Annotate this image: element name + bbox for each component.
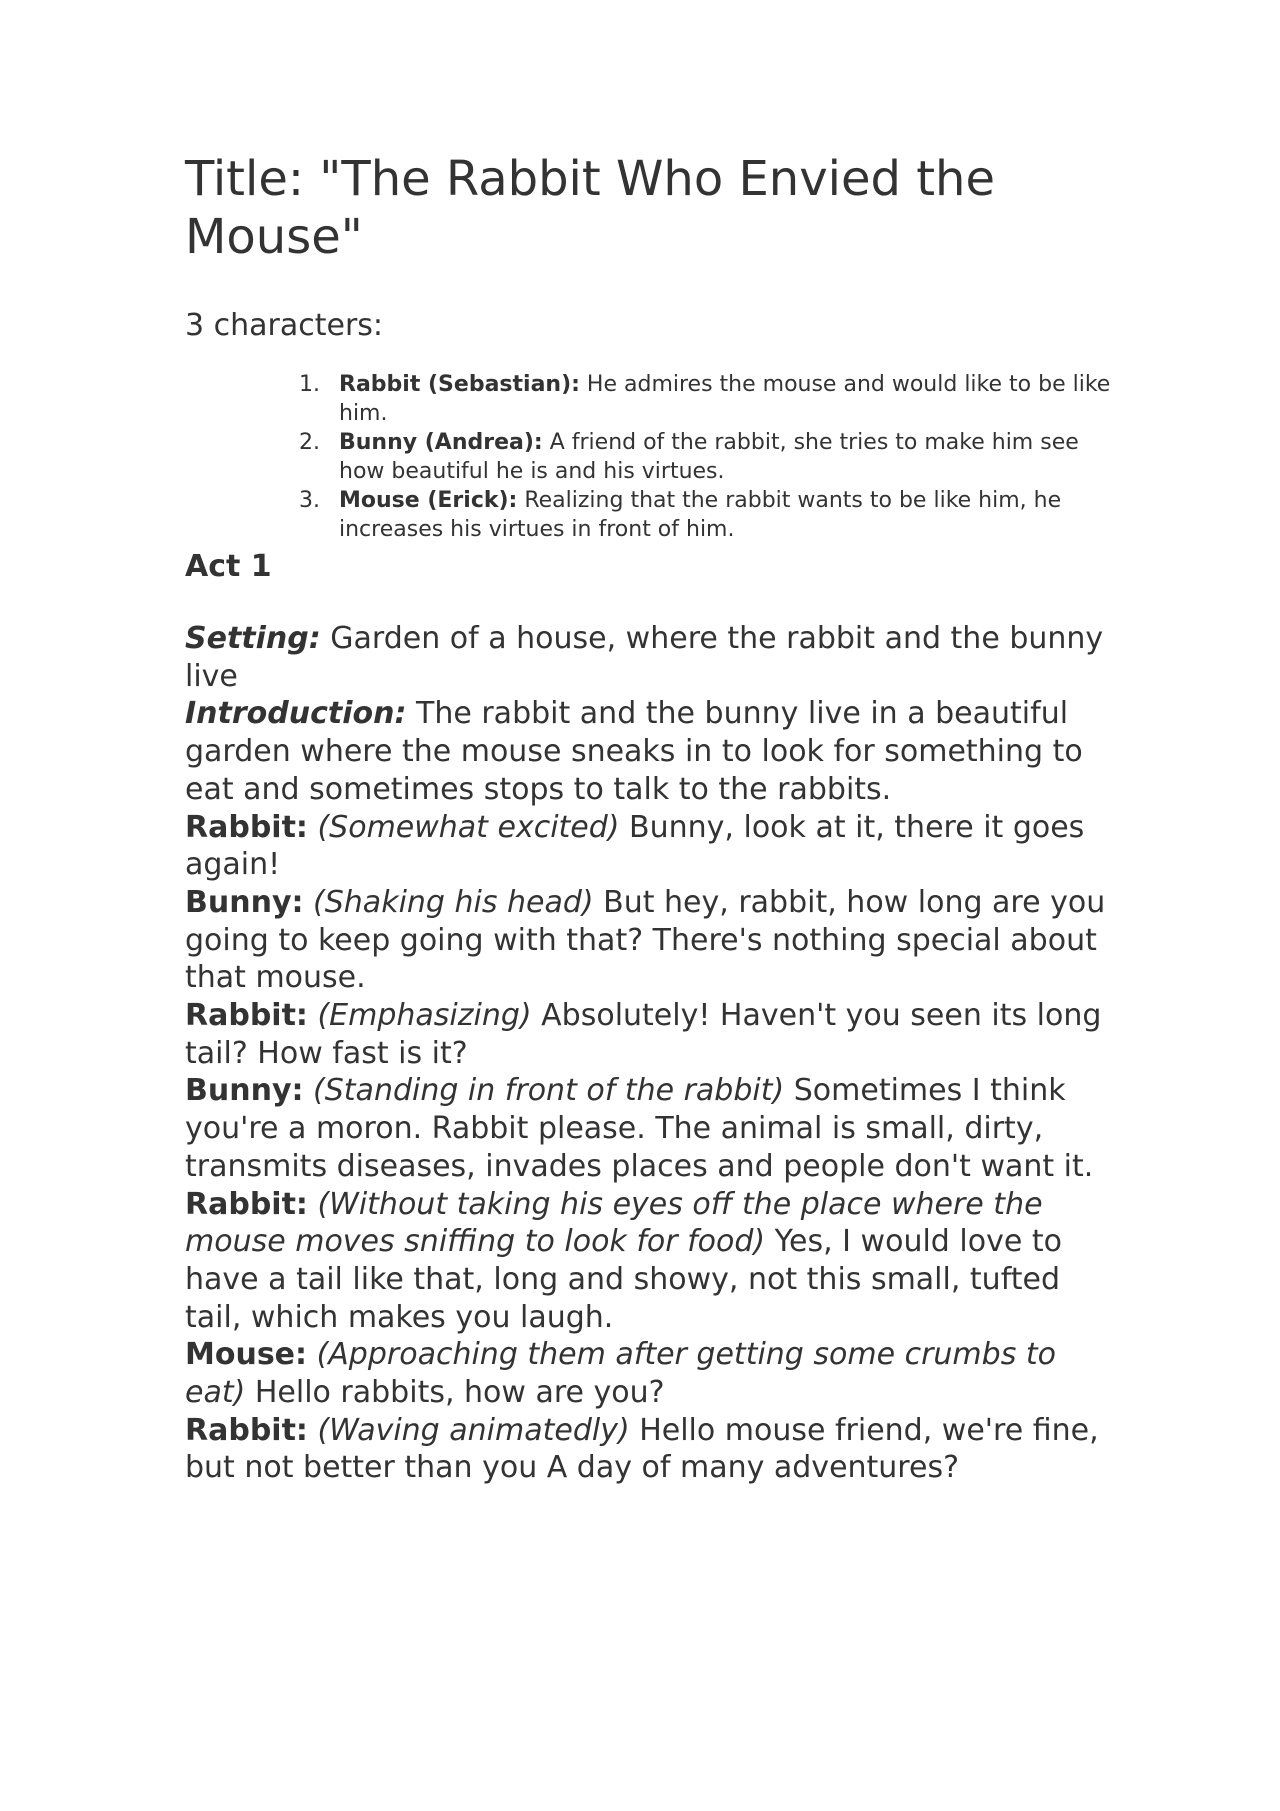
character-item [297,370,1115,428]
character-name: Rabbit (Sebastian): [339,372,580,397]
stage-direction: (Shaking his head) [313,884,594,920]
character-description: He admires the mouse and would like to be like him. [339,372,1111,426]
list-number: 1. [299,372,320,397]
speaker-name: Bunny: [185,884,304,920]
dialogue-line [185,1336,1115,1411]
dialogue-text: Sometimes I think you're a moron. Rabbit please. The animal is small, dirty, transmits diseases, invades places and people don't want it. [185,1073,1094,1184]
stage-direction: (Standing in front of the rabbit) [313,1073,785,1109]
setting-label: Setting: [185,621,321,656]
dialogue-line [185,884,1115,997]
characters-heading: 3 characters: [185,308,384,343]
dialogue-text: But hey, rabbit, how long are you going to keep going with that? There's nothing special about that mouse. [185,884,1106,996]
speaker-name: Bunny: [185,1073,304,1109]
document-title: Title: "The Rabbit Who Envied the Mouse" [185,151,995,265]
stage-direction: (Without taking his eyes off the place where the mouse moves sniffing to look for food) [185,1186,1043,1260]
speaker-name: Rabbit: [185,1186,308,1222]
character-name: Mouse (Erick): [339,488,518,513]
list-number: 2. [299,430,320,455]
dialogue-text: Yes, I would love to have a tail like that, long and showy, not this small, tufted tail, which makes you laugh. [185,1224,1062,1335]
speaker-name: Rabbit: [185,1412,308,1448]
list-number: 3. [299,488,320,513]
dialogue-text: Absolutely! Haven't you seen its long tail? How fast is it? [185,998,1102,1071]
dialogue-line [185,809,1115,884]
dialogue-line [185,1412,1115,1487]
dialogue-line [185,1072,1115,1185]
character-item [297,428,1115,486]
speaker-name: Rabbit: [185,998,308,1034]
stage-direction: (Emphasizing) [317,998,532,1034]
speaker-name: Rabbit: [185,809,308,845]
character-description: A friend of the rabbit, she tries to make him see how beautiful he is and his virtues. [339,430,1079,484]
setting-text: Garden of a house, where the rabbit and the bunny live [185,621,1104,694]
setting-paragraph [185,620,1115,695]
speaker-name: Mouse: [185,1337,308,1373]
introduction-label: Introduction: [185,696,407,732]
character-description: Realizing that the rabbit wants to be like him, he increases his virtues in front of him. [339,488,1062,542]
character-name: Bunny (Andrea): [339,430,543,455]
introduction-text: The rabbit and the bunny live in a beautiful garden where the mouse sneaks in to look for something to eat and sometimes stops to talk to the rabbits. [185,696,1083,807]
dialogue-text: Hello rabbits, how are you? [245,1375,665,1411]
character-list [185,370,1115,544]
document-page [185,150,1115,1487]
stage-direction: (Approaching them after getting some crumbs to eat) [185,1337,1056,1411]
script-body [185,620,1115,1487]
introduction-paragraph [185,695,1115,808]
stage-direction: (Waving animatedly) [317,1412,630,1448]
dialogue-line [185,997,1115,1072]
dialogue-line [185,1186,1115,1337]
dialogue-text: Hello mouse friend, we're fine, but not better than you A day of many adventures? [185,1412,1099,1486]
act-heading: Act 1 [185,549,272,584]
character-item [297,486,1115,544]
stage-direction: (Somewhat excited) [317,809,620,845]
dialogue-text: Bunny, look at it, there it goes again! [185,809,1085,883]
